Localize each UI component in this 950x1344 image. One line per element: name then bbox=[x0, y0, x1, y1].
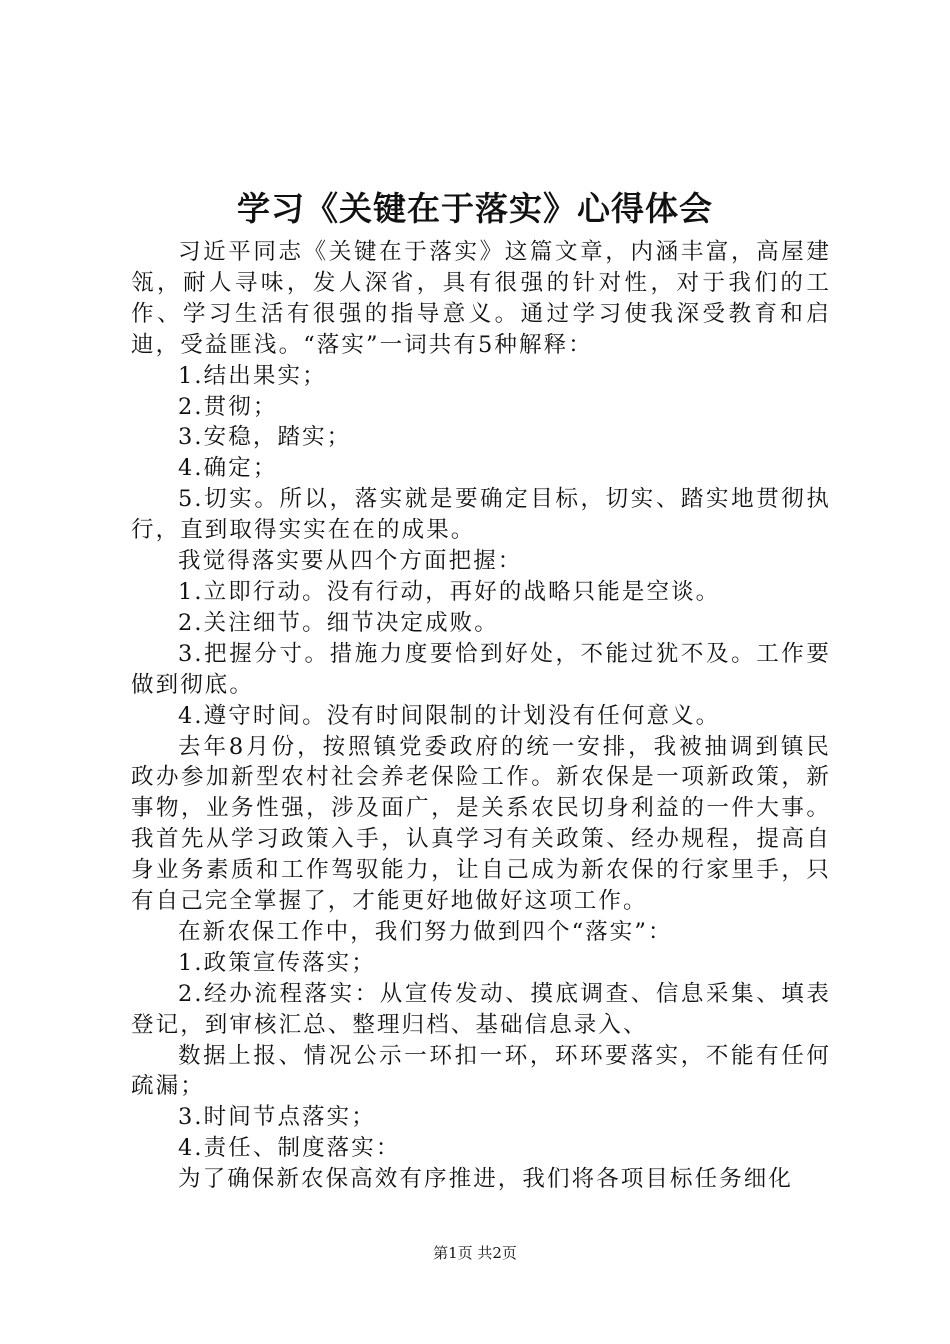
document-title: 学习《关键在于落实》心得体会 bbox=[237, 189, 713, 228]
document-body bbox=[131, 237, 831, 1195]
list-item: 4.责任、制度落实： bbox=[178, 1135, 401, 1162]
list-item: 5.切实。所以，落实就是要确定目标，切实、踏实地贯彻执行，直到取得实实在在的成果。 bbox=[131, 486, 831, 544]
page-footer: 第1页 共2页 bbox=[433, 1244, 517, 1262]
paragraph: 我觉得落实要从四个方面把握： bbox=[178, 548, 523, 575]
list-item: 1.结出果实； bbox=[178, 362, 327, 389]
paragraph: 习近平同志《关键在于落实》这篇文章，内涵丰富，高屋建瓴，耐人寻味，发人深省，具有很强的针对性，对于我们的工作、学习生活有很强的指导意义。通过学习使我深受教育和启迪，受益匪浅。“落实”一词共有5种解释： bbox=[131, 239, 831, 358]
list-item: 4.遵守时间。没有时间限制的计划没有任何意义。 bbox=[178, 702, 721, 729]
list-item: 2.经办流程落实：从宣传发动、摸底调查、信息采集、填表登记，到审核汇总、整理归档、基础信息录入、 bbox=[131, 980, 831, 1038]
paragraph: 为了确保新农保高效有序推进，我们将各项目标任务细化 bbox=[178, 1166, 794, 1193]
list-item: 4.确定； bbox=[178, 455, 278, 482]
list-item: 3.时间节点落实； bbox=[178, 1104, 376, 1131]
paragraph: 在新农保工作中，我们努力做到四个“落实”： bbox=[178, 918, 673, 945]
list-item: 1.政策宣传落实； bbox=[178, 949, 376, 976]
list-item: 1.立即行动。没有行动，再好的战略只能是空谈。 bbox=[178, 578, 721, 605]
paragraph: 数据上报、情况公示一环扣一环，环环要落实，不能有任何疏漏； bbox=[131, 1042, 831, 1100]
paragraph: 去年8月份，按照镇党委政府的统一安排，我被抽调到镇民政办参加新型农村社会养老保险工作。新农保是一项新政策，新事物，业务性强，涉及面广，是关系农民切身利益的一件大事。我首先从学习政策入手，认真学习有关政策、经办规程，提高自身业务素质和工作驾驭能力，让自己成为新农保的行家里手，只有自己完全掌握了，才能更好地做好这项工作。 bbox=[131, 733, 831, 915]
list-item: 3.安稳，踏实； bbox=[178, 424, 352, 451]
list-item: 3.把握分寸。措施力度要恰到好处，不能过犹不及。工作要做到彻底。 bbox=[131, 640, 831, 698]
list-item: 2.贯彻； bbox=[178, 393, 278, 420]
list-item: 2.关注细节。细节决定成败。 bbox=[178, 609, 499, 636]
